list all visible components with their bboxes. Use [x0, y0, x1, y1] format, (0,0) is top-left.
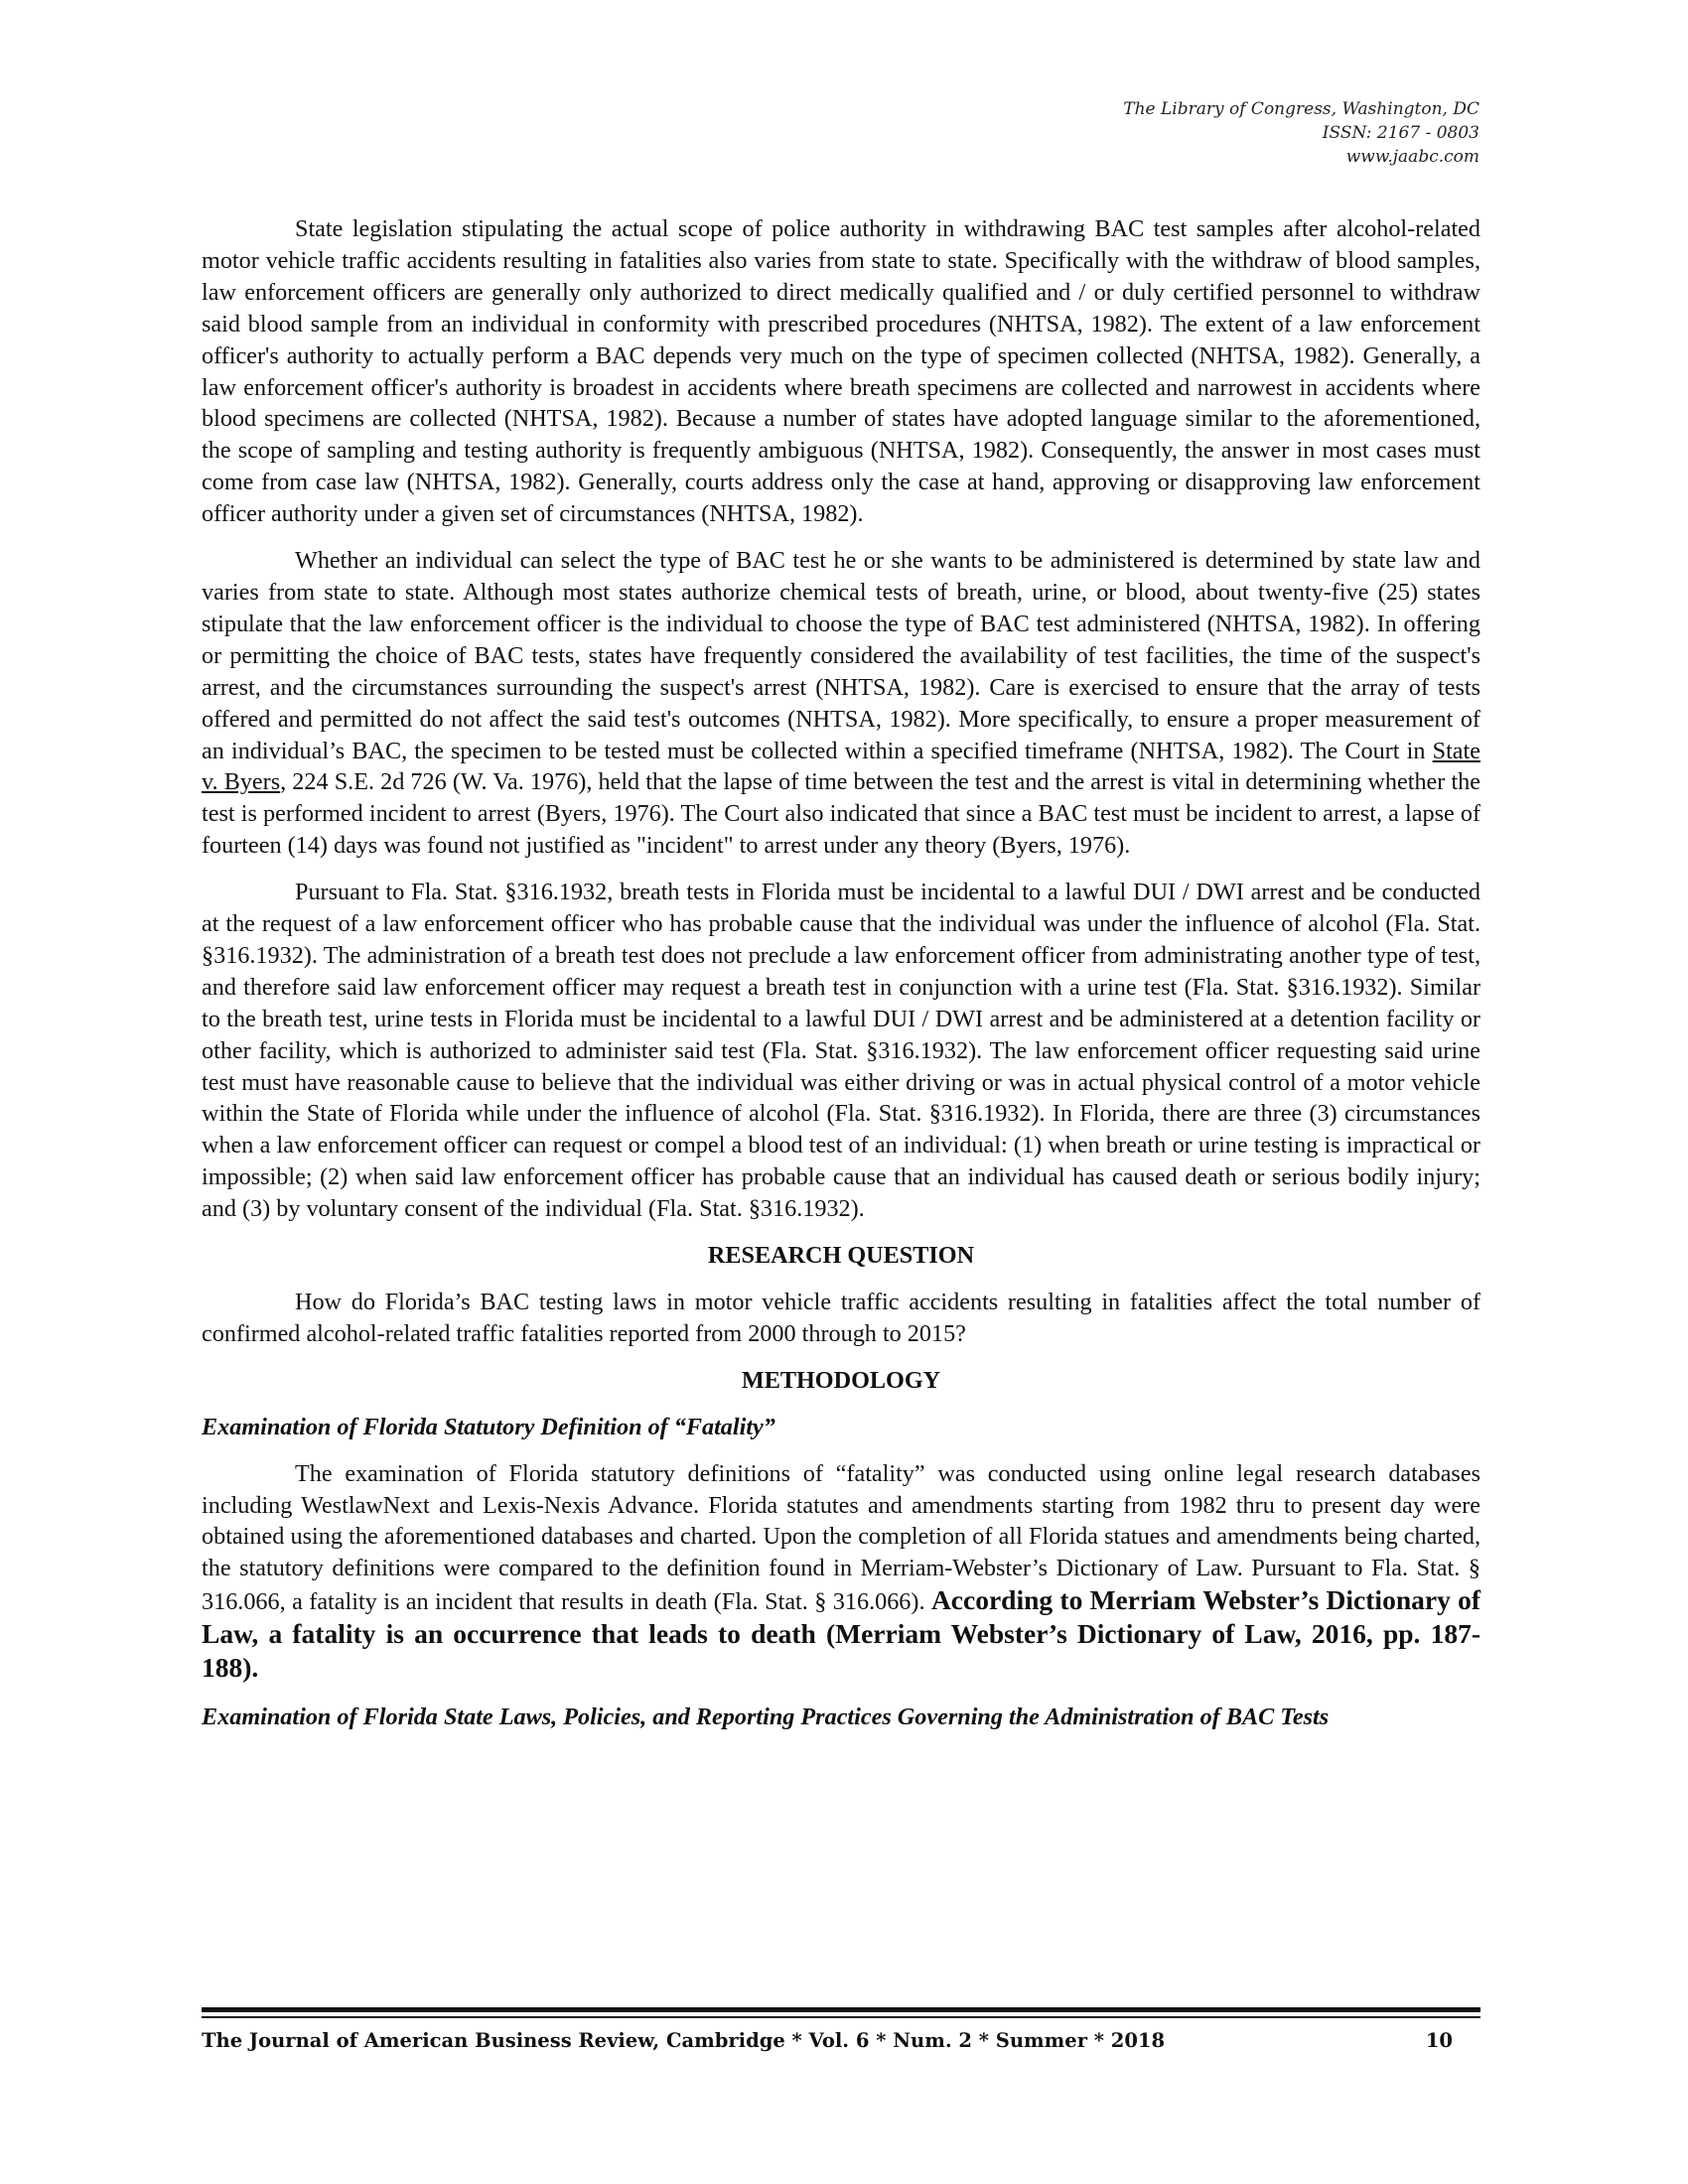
paragraph-test-selection [202, 545, 1480, 862]
paragraph-text: , 224 S.E. 2d 726 (W. Va. 1976), held that the lapse of time between the test and the arrest is vital in determining whether the test is performed incident to arrest (Byers, 1976). The Court also indicated that since a BAC test must be incident to arrest, a lapse of fourteen (14) days was found not justified as "incident" to arrest under any theory (Byers, 1976). [202, 768, 1480, 860]
paragraph-police-authority: State legislation stipulating the actual scope of police authority in withdrawing BAC test samples after alcohol-related motor vehicle traffic accidents resulting in fatalities also varies from state to state. Specifically with the withdraw of blood samples, law enforcement officers are generally only authorized to direct medically qualified and / or duly certified personnel to withdraw said blood sample from an individual in conformity with prescribed procedures (NHTSA, 1982). The extent of a law enforcement officer's authority to actually perform a BAC depends very much on the type of specimen collected (NHTSA, 1982). Generally, a law enforcement officer's authority is broadest in accidents where breath specimens are collected and narrowest in accidents where blood specimens are collected (NHTSA, 1982). Because a number of states have adopted language similar to the aforementioned, the scope of sampling and testing authority is frequently ambiguous (NHTSA, 1982). Consequently, the answer in most cases must come from case law (NHTSA, 1982). Generally, courts address only the case at hand, approving or disapproving law enforcement officer authority under a given set of circumstances (NHTSA, 1982). [202, 215, 1480, 528]
section-heading-research-question: RESEARCH QUESTION [707, 1242, 975, 1270]
case-citation: State v. Byers [202, 737, 1480, 796]
article-body [202, 213, 1480, 1748]
page-header [784, 97, 1479, 169]
publisher-line: The Library of Congress, Washington, DC [1123, 99, 1479, 119]
journal-citation: The Journal of American Business Review, Cambridge * Vol. 6 * Num. 2 * Summer * 2018 [202, 2029, 1166, 2052]
emphasized-definition: According to Merriam Webster’s Dictionary of Law, a fatality is an occurrence that leads to death (Merriam Webster’s Dictionary of Law, 2016, pp. 187-188). [202, 1584, 1480, 1684]
subheading-bac-laws: Examination of Florida State Laws, Policies, and Reporting Practices Governing the Administration of BAC Tests [202, 1703, 1330, 1730]
paragraph-research-question: How do Florida’s BAC testing laws in motor vehicle traffic accidents resulting in fatalities affect the total number of confirmed alcohol-related traffic fatalities reported from 2000 through to 2015? [202, 1289, 1480, 1347]
paragraph-florida-statute: Pursuant to Fla. Stat. §316.1932, breath tests in Florida must be incidental to a lawful DUI / DWI arrest and be conducted at the request of a law enforcement officer who has probable cause that the individual was under the influence of alcohol (Fla. Stat. §316.1932). The administration of a breath test does not preclude a law enforcement officer from administrating another type of test, and therefore said law enforcement officer may request a breath test in conjunction with a urine test (Fla. Stat. §316.1932). Similar to the breath test, urine tests in Florida must be incidental to a lawful DUI / DWI arrest and be administered at a detention facility or other facility, which is authorized to administer said test (Fla. Stat. §316.1932). The law enforcement officer requesting said urine test must have reasonable cause to believe that the individual was either driving or was in actual physical control of a motor vehicle within the State of Florida while under the influence of alcohol (Fla. Stat. §316.1932). In Florida, there are three (3) circumstances when a law enforcement officer can request or compel a blood test of an individual: (1) when breath or urine testing is impractical or impossible; (2) when said law enforcement officer has probable cause that an individual has caused death or serious bodily injury; and (3) by voluntary consent of the individual (Fla. Stat. §316.1932). [202, 879, 1480, 1223]
footer-divider-thin [202, 2016, 1480, 2018]
subheading-fatality-definition: Examination of Florida Statutory Definition of “Fatality” [202, 1413, 775, 1440]
section-heading-methodology: METHODOLOGY [741, 1366, 941, 1394]
paragraph-fatality-definition [202, 1458, 1480, 1686]
issn-line: ISSN: 2167 - 0803 [1322, 123, 1479, 143]
paragraph-text: Whether an individual can select the type of BAC test he or she wants to be administered is determined by state law and varies from state to state. Although most states authorize chemical tests of breath, urine, or blood, about twenty-five (25) states stipulate that the law enforcement officer is the individual to choose the type of BAC test administered (NHTSA, 1982). In offering or permitting the choice of BAC tests, states have frequently considered the availability of test facilities, the time of the suspect's arrest, and the circumstances surrounding the suspect's arrest (NHTSA, 1982). Care is exercised to ensure that the array of tests offered and permitted do not affect the said test's outcomes (NHTSA, 1982). More specifically, to ensure a proper measurement of an individual’s BAC, the specimen to be tested must be collected within a specified timeframe (NHTSA, 1982). The Court in [202, 547, 1480, 764]
footer-divider [202, 2007, 1480, 2012]
page-number: 10 [1425, 2029, 1453, 2052]
paragraph-text: The examination of Florida statutory definitions of “fatality” was conducted using online legal research databases including WestlawNext and Lexis-Nexis Advance. Florida statutes and amendments starting from 1982 thru to present day were obtained using the aforementioned databases and charted. Upon the completion of all Florida statues and amendments being charted, the statutory definitions were compared to the definition found in Merriam-Webster’s Dictionary of Law. Pursuant to Fla. Stat. § 316.066, a fatality is an incident that results in death (Fla. Stat. § 316.066). [202, 1459, 1480, 1616]
website-line: www.jaabc.com [1345, 147, 1479, 167]
